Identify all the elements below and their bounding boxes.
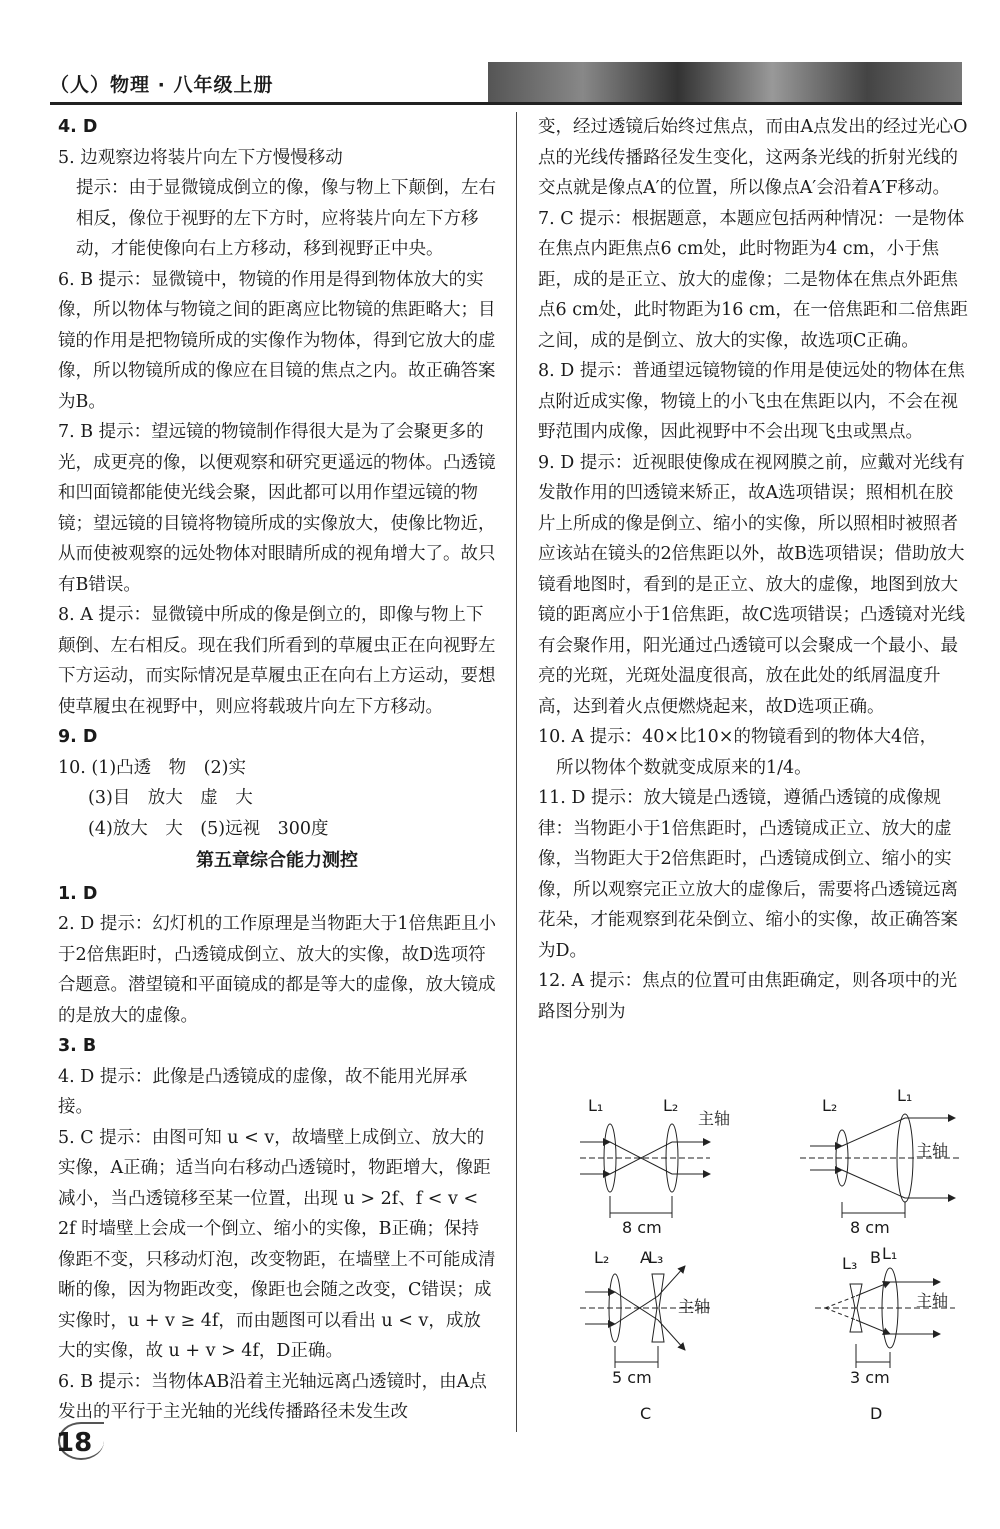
ch5-answer-4: 4. D 提示：此像是凸透镜成的虚像，故不能用光屏承接。	[58, 1066, 468, 1117]
answer-10-line2: (3)目 放大 虚 大	[88, 788, 253, 808]
diagram-b	[800, 1114, 960, 1218]
diagram-d	[815, 1268, 955, 1368]
diagram-a	[580, 1124, 710, 1218]
diagram-c-lens2-label: L₃	[648, 1248, 664, 1267]
answer-9: 9. D	[58, 727, 98, 747]
diagram-b-distance: 8 cm	[850, 1218, 890, 1237]
diagram-d-lens2-label: L₁	[882, 1244, 898, 1263]
watermark-logo	[828, 1460, 988, 1520]
ch5-answer-6: 6. B 提示：当物体AB沿着主光轴远离凸透镜时，由A点发出的平行于主光轴的光线传播路径未发生改	[58, 1371, 487, 1422]
diagram-c-axis-label: 主轴	[678, 1297, 711, 1316]
answer-7: 7. B 提示：望远镜的物镜制作得很大是为了会聚更多的光，成更亮的像，以便观察和研究更遥远的物体。凸透镜和凹面镜都能使光线会聚，因此都可以用作望远镜的物镜；望远镜的目镜将物镜所成的实像放大，使像比物近，从而使被观察的远处物体对眼睛所成的视角增大了。故只有B错误。	[58, 422, 496, 595]
header-title: （人）物理 · 八年级上册	[50, 74, 274, 96]
right-column	[538, 112, 968, 1027]
answer-10-line1: 10. (1)凸透 物 (2)实	[58, 757, 246, 778]
lens-diagrams	[560, 1086, 980, 1428]
answer-4: 4. D	[58, 117, 98, 137]
ch5-answer-10: 10. A 提示：40×比10×的物镜看到的物体大4倍，	[538, 727, 938, 747]
diagram-d-axis-label: 主轴	[916, 1291, 949, 1310]
answer-5-hint: 提示：由于显微镜成倒立的像，像与物上下颠倒，左右相反，像位于视野的左下方时，应将装片向左下方移动，才能使像向右上方移动，移到视野正中央。	[76, 178, 496, 259]
diagram-d-caption: D	[870, 1404, 883, 1423]
page-header	[50, 62, 962, 106]
diagram-a-caption: A	[640, 1248, 651, 1267]
diagram-c-lens1-label: L₂	[594, 1248, 610, 1267]
page-number: 18	[56, 1428, 93, 1458]
ch5-answer-12: 12. A 提示：焦点的位置可由焦距确定，则各项中的光路图分别为	[538, 971, 958, 1022]
ch5-answer-1: 1. D	[58, 883, 98, 904]
answer-5: 5. 边观察边将装片向左下方慢慢移动	[58, 147, 343, 168]
diagram-a-distance: 8 cm	[622, 1218, 662, 1237]
left-column	[58, 112, 496, 1428]
ch5-answer-5: 5. C 提示：由图可知 u < v，故墙壁上成倒立、放大的实像，A正确；适当向右移动凸透镜时，物距增大，像距减小，当凸透镜移至某一位置，出现 u > 2f、f < v < 2f 时墙壁上会成一个倒立、缩小的实像，B正确；保持像距不变，只移动灯泡，改变物距，在墙壁上不可能成清晰的像，因为物距改变，像距也会随之改变，C错误；成实像时，u + v ≥ 4f，而由题图可以看出 u < v，成放大的实像，故 u + v > 4f，D正确。	[58, 1127, 496, 1361]
ch5-answer-8: 8. D 提示：普通望远镜物镜的作用是使远处的物体在焦点附近成实像，物镜上的小飞虫在焦距以内，不会在视野范围内成像，因此视野中不会出现飞虫或黑点。	[538, 361, 965, 442]
diagram-b-lens1-label: L₂	[822, 1096, 838, 1115]
diagram-d-lens1-label: L₃	[842, 1254, 858, 1273]
diagram-c	[580, 1266, 710, 1368]
header-rule	[50, 102, 962, 105]
ch5-answer-3: 3. B	[58, 1036, 97, 1056]
column-divider	[516, 112, 517, 1432]
diagram-a-axis-label: 主轴	[698, 1109, 731, 1128]
section-title: 第五章综合能力测控	[196, 850, 358, 871]
diagram-b-caption: B	[870, 1248, 881, 1267]
answer-8: 8. A 提示：显微镜中所成的像是倒立的，即像与物上下颠倒、左右相反。现在我们所看到的草履虫正在向视野左下方运动，而实际情况是草履虫正在向右上方运动，要想使草履虫在视野中，则应将载玻片向左下方移动。	[58, 605, 496, 717]
ch5-answer-2: 2. D 提示：幻灯机的工作原理是当物距大于1倍焦距且小于2倍焦距时，凸透镜成倒立、放大的实像，故D选项符合题意。潜望镜和平面镜成的都是等大的虚像，放大镜成的是放大的虚像。	[58, 914, 496, 1026]
answer-10-line3: (4)放大 大 (5)远视 300度	[88, 818, 329, 839]
diagram-a-lens1-label: L₁	[588, 1096, 604, 1115]
ch5-answer-7: 7. C 提示：根据题意，本题应包括两种情况：一是物体在焦点内距焦点6 cm处，此时物距为4 cm，小于焦距，成的是正立、放大的虚像；二是物体在焦点外距焦点6 cm处，此时物距为16 cm，在一倍焦距和二倍焦距之间，成的是倒立、放大的实像，故选项C正确。	[538, 208, 968, 351]
ch5-answer-10-cont: 所以物体个数就变成原来的1/4。	[556, 757, 812, 778]
diagram-d-distance: 3 cm	[850, 1368, 890, 1387]
ch5-answer-6-cont: 变，经过透镜后始终过焦点，而由A点发出的经过光心O点的光线传播路径发生变化，这两条光线的折射光线的交点就是像点A′的位置，所以像点A′会沿着A′F移动。	[538, 117, 968, 198]
ch5-answer-9: 9. D 提示：近视眼使像成在视网膜之前，应戴对光线有发散作用的凹透镜来矫正，故A选项错误；照相机在胶片上所成的像是倒立、缩小的实像，所以照相时被照者应该站在镜头的2倍焦距以外，故B选项错误；借助放大镜看地图时，看到的是正立、放大的虚像，地图到放大镜的距离应小于1倍焦距，故C选项错误；凸透镜对光线有会聚作用，阳光通过凸透镜可以会聚成一个最小、最亮的光斑，光斑处温度很高，放在此处的纸屑温度升高，达到着火点便燃烧起来，故D选项正确。	[538, 452, 966, 717]
header-decoration	[488, 62, 962, 102]
answer-6: 6. B 提示：显微镜中，物镜的作用是得到物体放大的实像，所以物体与物镜之间的距离应比物镜的焦距略大；目镜的作用是把物镜所成的实像作为物体，得到它放大的虚像，所以物镜所成的像应在目镜的焦点之内。故正确答案为B。	[58, 269, 496, 412]
ch5-answer-11: 11. D 提示：放大镜是凸透镜，遵循凸透镜的成像规律：当物距小于1倍焦距时，凸透镜成正立、放大的虚像，当物距大于2倍焦距时，凸透镜成倒立、缩小的实像，所以观察完正立放大的虚像后，需要将凸透镜远离花朵，才能观察到花朵倒立、缩小的实像，故正确答案为D。	[538, 788, 958, 961]
diagram-c-distance: 5 cm	[612, 1368, 652, 1387]
diagram-b-lens2-label: L₁	[897, 1086, 913, 1105]
diagram-b-axis-label: 主轴	[916, 1141, 949, 1160]
diagram-a-lens2-label: L₂	[663, 1096, 679, 1115]
diagram-c-caption: C	[640, 1404, 652, 1423]
